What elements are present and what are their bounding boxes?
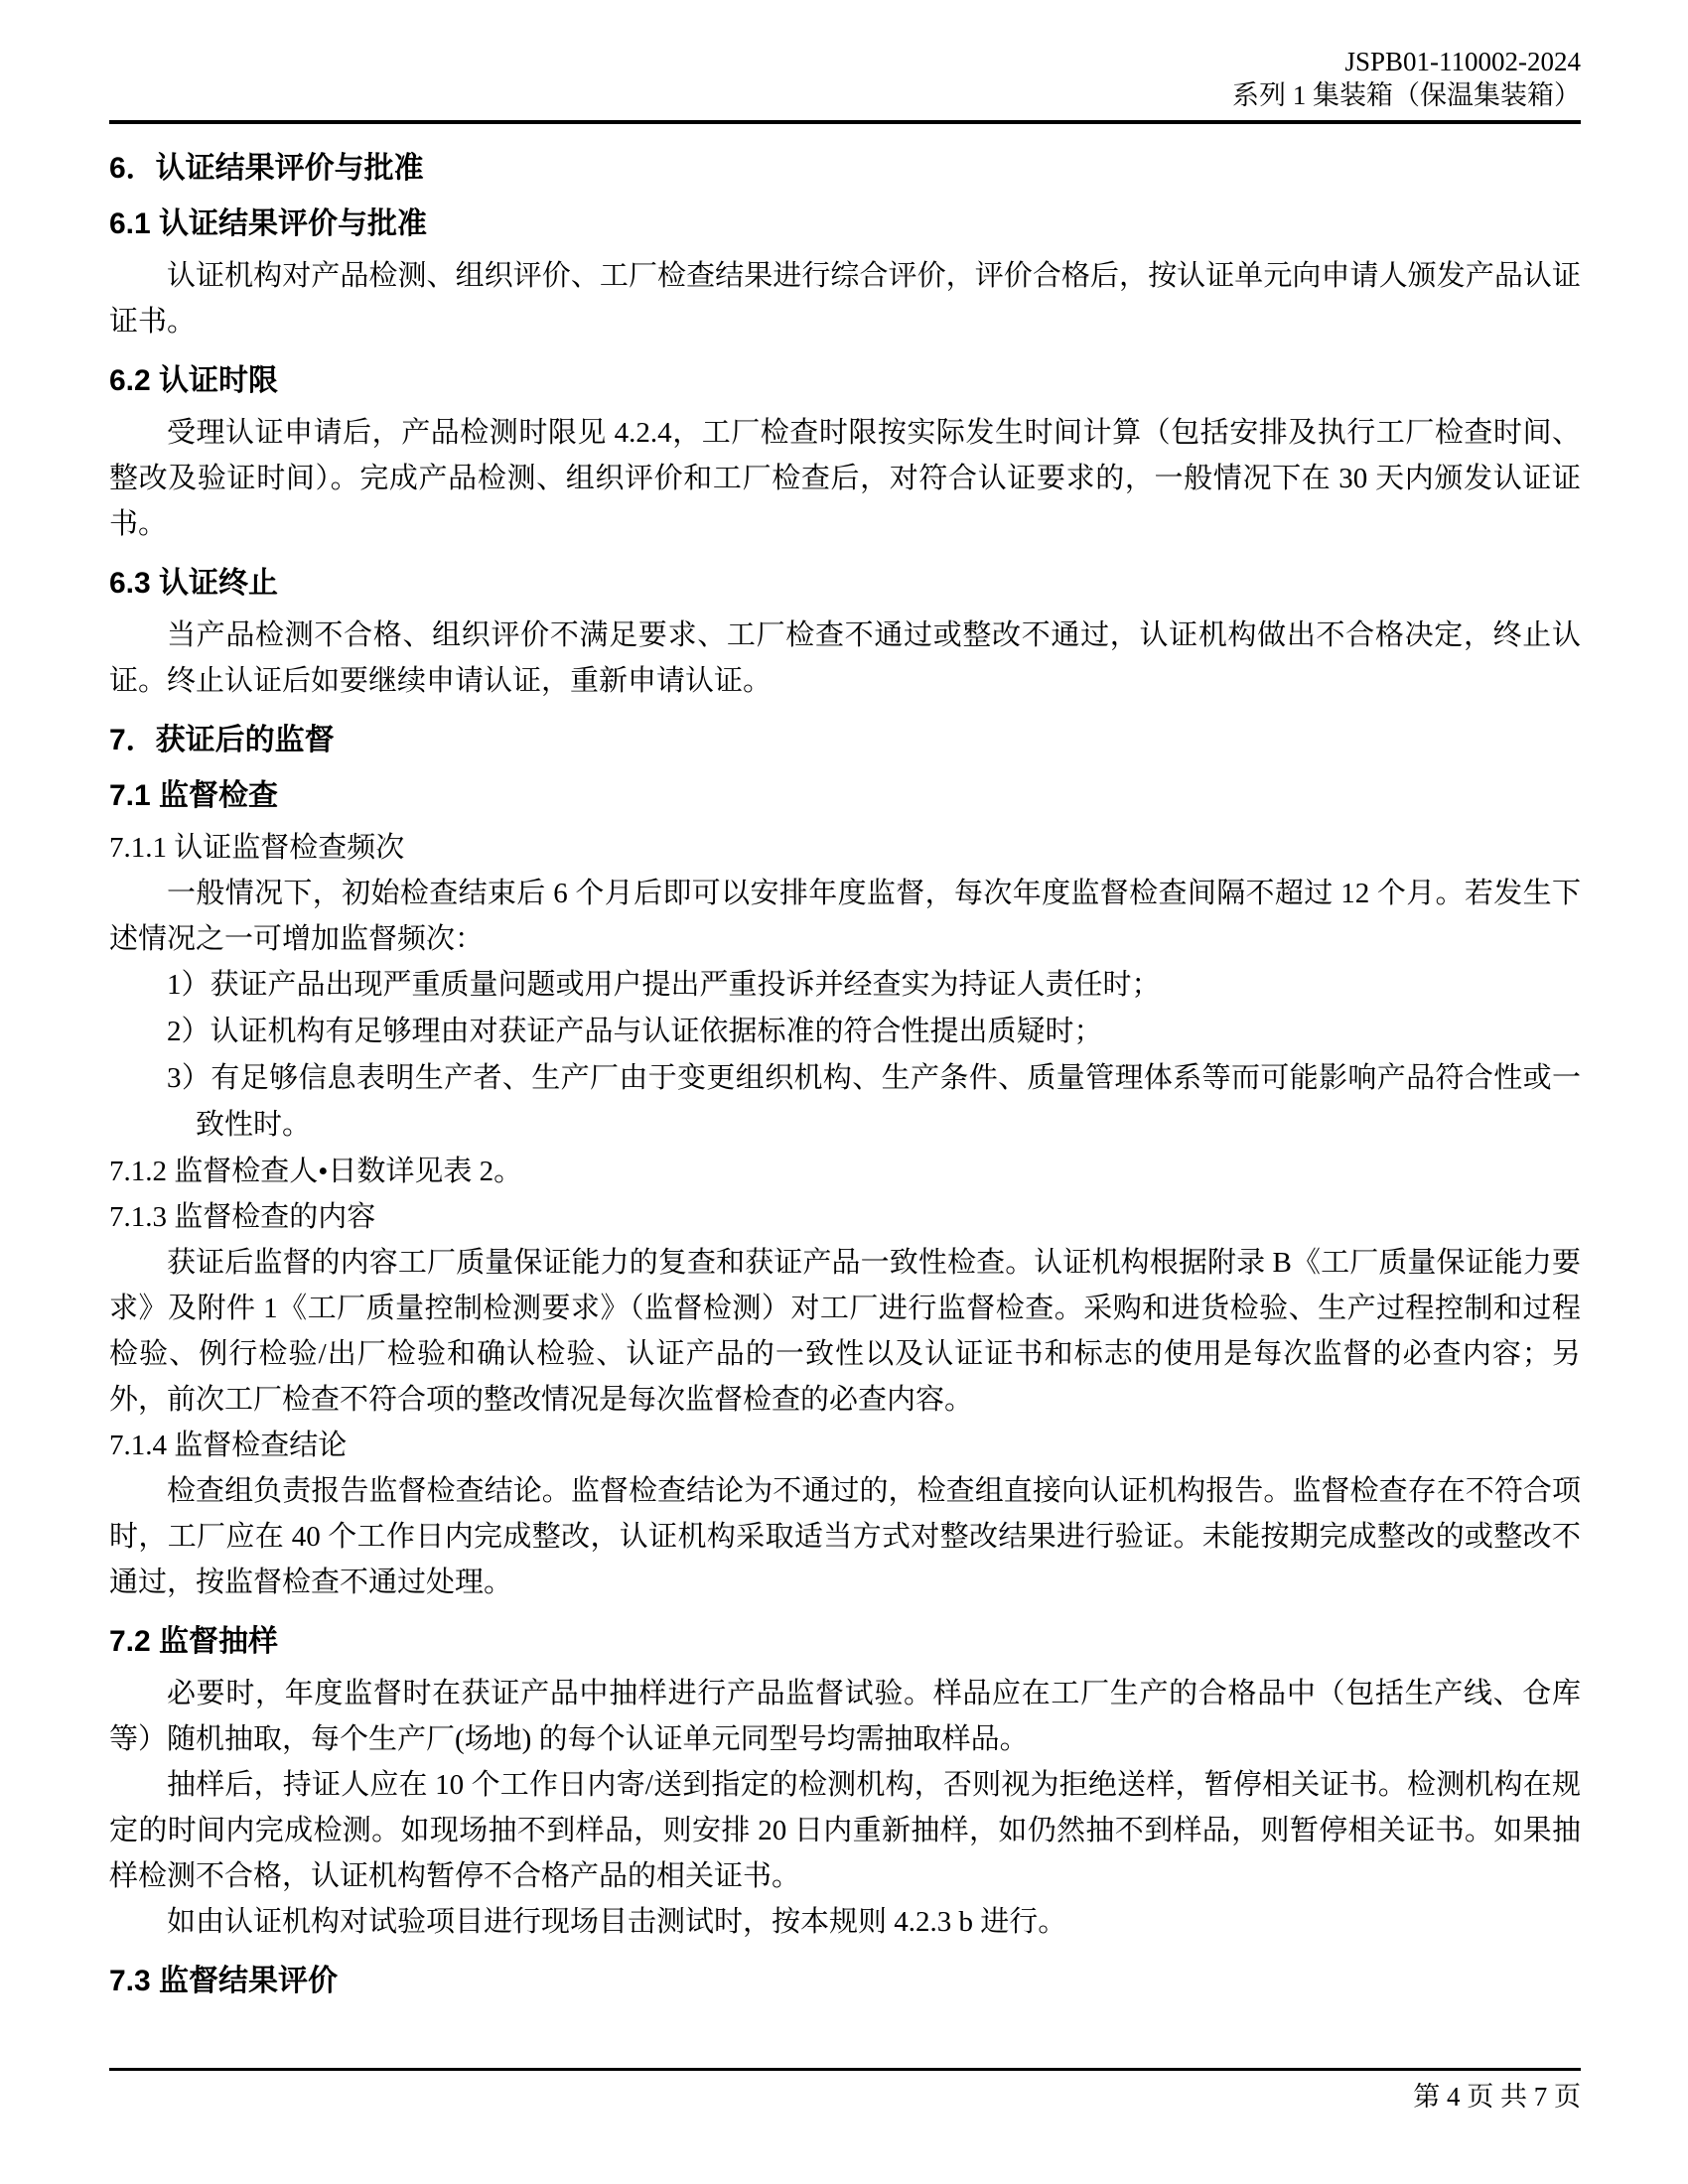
footer-rule (109, 2068, 1581, 2071)
heading-7-1: 7.1 监督检查 (109, 779, 279, 812)
heading-7: 7．获证后的监督 (109, 724, 335, 756)
document-body (109, 124, 1581, 2068)
heading-6: 6．认证结果评价与批准 (109, 152, 424, 185)
heading-6-3: 6.3 认证终止 (109, 567, 279, 600)
heading-7-1-4: 7.1.4 监督检查结论 (109, 1430, 348, 1461)
para-6-3: 当产品检测不合格、组织评价不满足要求、工厂检查不通过或整改不通过，认证机构做出不合格决定，终止认证。终止认证后如要继续申请认证，重新申请认证。 (109, 619, 1581, 697)
para-6-2: 受理认证申请后，产品检测时限见 4.2.4，工厂检查时限按实际发生时间计算（包括安排及执行工厂检查时间、整改及验证时间）。完成产品检测、组织评价和工厂检查后，对符合认证要求的，一般情况下在 30 天内颁发认证证书。 (109, 417, 1581, 540)
para-7-1-3: 获证后监督的内容工厂质量保证能力的复查和获证产品一致性检查。认证机构根据附录 B《工厂质量保证能力要求》及附件 1《工厂质量控制检测要求》（监督检测）对工厂进行监督检查。采购和进货检验、生产过程控制和过程检验、例行检验/出厂检验和确认检验、认证产品的一致性以及认证证书和标志的使用是每次监督的必查内容；另外，前次工厂检查不符合项的整改情况是每次监督检查的必查内容。 (109, 1247, 1581, 1416)
para-7-1-1: 一般情况下，初始检查结束后 6 个月后即可以安排年度监督，每次年度监督检查间隔不超过 12 个月。若发生下述情况之一可增加监督频次： (109, 878, 1581, 955)
heading-7-2: 7.2 监督抽样 (109, 1625, 279, 1658)
list-item-3: 3）有足够信息表明生产者、生产厂由于变更组织机构、生产条件、质量管理体系等而可能影响产品符合性或一致性时。 (167, 1062, 1581, 1141)
doc-number: JSPB01-110002-2024 (1344, 47, 1581, 76)
heading-6-1: 6.1 认证结果评价与批准 (109, 207, 428, 240)
para-6-1: 认证机构对产品检测、组织评价、工厂检查结果进行综合评价，评价合格后，按认证单元向申请人颁发产品认证证书。 (109, 260, 1581, 338)
page-footer (109, 2068, 1581, 2115)
para-7-2-3: 如由认证机构对试验项目进行现场目击测试时，按本规则 4.2.3 b 进行。 (167, 1906, 1067, 1938)
heading-7-1-1: 7.1.1 认证监督检查频次 (109, 832, 405, 864)
heading-7-3: 7.3 监督结果评价 (109, 1965, 339, 1997)
list-item-2: 2）认证机构有足够理由对获证产品与认证依据标准的符合性提出质疑时； (167, 1016, 1103, 1047)
para-7-2-2: 抽样后，持证人应在 10 个工作日内寄/送到指定的检测机构，否则视为拒绝送样，暂停相关证书。检测机构在规定的时间内完成检测。如现场抽不到样品，则安排 20 日内重新抽样，如仍然抽不到样品，则暂停相关证书。如果抽样检测不合格，认证机构暂停不合格产品的相关证书。 (109, 1769, 1581, 1892)
page-number: 第 4 页 共 7 页 (1413, 2082, 1581, 2112)
list-item-1: 1）获证产品出现严重质量问题或用户提出严重投诉并经查实为持证人责任时； (167, 969, 1161, 1001)
para-7-2-1: 必要时，年度监督时在获证产品中抽样进行产品监督试验。样品应在工厂生产的合格品中（包括生产线、仓库等）随机抽取，每个生产厂(场地) 的每个认证单元同型号均需抽取样品。 (109, 1678, 1581, 1755)
page-header (109, 45, 1581, 112)
para-7-1-4: 检查组负责报告监督检查结论。监督检查结论为不通过的，检查组直接向认证机构报告。监督检查存在不符合项时，工厂应在 40 个工作日内完成整改，认证机构采取适当方式对整改结果进行验证。未能按期完成整改的或整改不通过，按监督检查不通过处理。 (109, 1475, 1581, 1598)
heading-7-1-3: 7.1.3 监督检查的内容 (109, 1201, 376, 1233)
heading-7-1-2: 7.1.2 监督检查人•日数详见表 2。 (109, 1156, 523, 1187)
heading-6-2: 6.2 认证时限 (109, 364, 279, 397)
doc-subtitle: 系列 1 集装箱（保温集装箱） (1232, 80, 1581, 110)
